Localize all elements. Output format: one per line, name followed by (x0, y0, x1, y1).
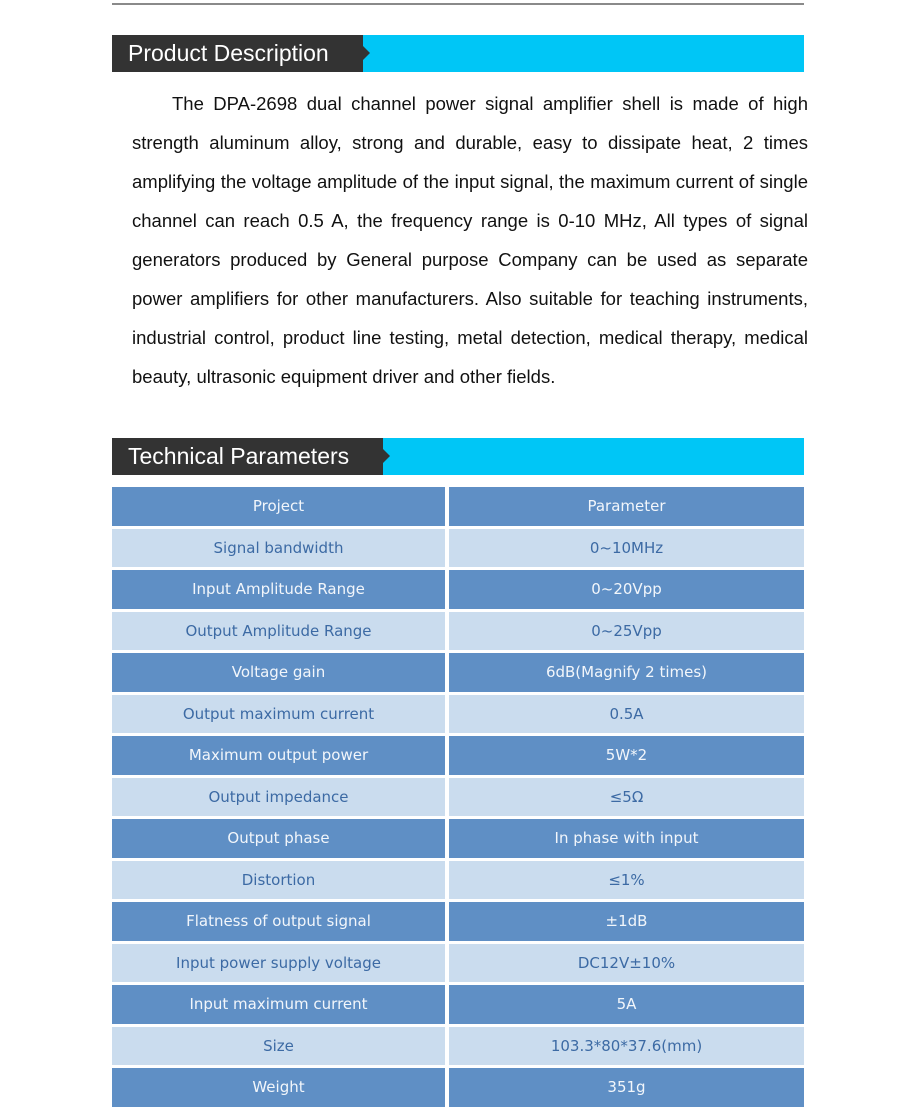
project-cell: Output maximum current (112, 695, 445, 734)
technical-parameters-banner (112, 438, 804, 475)
table-row (112, 1027, 804, 1066)
project-cell: Input maximum current (112, 985, 445, 1024)
table-row (112, 985, 804, 1024)
project-cell: Signal bandwidth (112, 529, 445, 568)
table-header-row (112, 487, 804, 526)
project-cell: Input power supply voltage (112, 944, 445, 983)
table-row (112, 819, 804, 858)
section-title: Product Description (112, 35, 363, 72)
parameter-cell: ±1dB (449, 902, 804, 941)
project-cell: Output Amplitude Range (112, 612, 445, 651)
parameter-cell: 5A (449, 985, 804, 1024)
table-row (112, 736, 804, 775)
table-row (112, 902, 804, 941)
parameter-cell: 0~10MHz (449, 529, 804, 568)
table-row (112, 653, 804, 692)
project-cell: Distortion (112, 861, 445, 900)
parameter-cell: 0~20Vpp (449, 570, 804, 609)
parameter-cell: ≤1% (449, 861, 804, 900)
project-cell: Voltage gain (112, 653, 445, 692)
parameter-cell: DC12V±10% (449, 944, 804, 983)
project-cell: Size (112, 1027, 445, 1066)
project-cell: Input Amplitude Range (112, 570, 445, 609)
table-row (112, 861, 804, 900)
parameter-cell: Parameter (449, 487, 804, 526)
table-row (112, 529, 804, 568)
parameter-cell: ≤5Ω (449, 778, 804, 817)
project-cell: Project (112, 487, 445, 526)
project-cell: Output impedance (112, 778, 445, 817)
parameters-table (108, 484, 808, 1110)
table-row (112, 695, 804, 734)
project-cell: Maximum output power (112, 736, 445, 775)
product-description-banner (112, 35, 804, 72)
product-description-text: The DPA-2698 dual channel power signal amplifier shell is made of high strength aluminum alloy, strong and durable, easy to dissipate heat, 2 times amplifying the voltage amplitude of the input signal, the maximum current of single channel can reach 0.5 A, the frequency range is 0-10 MHz, All types of signal generators produced by General purpose Company can be used as separate power amplifiers for other manufacturers. Also suitable for teaching instruments, industrial control, product line testing, metal detection, medical therapy, medical beauty, ultrasonic equipment driver and other fields. (132, 93, 808, 387)
parameter-cell: 6dB(Magnify 2 times) (449, 653, 804, 692)
parameter-cell: In phase with input (449, 819, 804, 858)
parameter-cell: 5W*2 (449, 736, 804, 775)
table-row (112, 570, 804, 609)
parameter-cell: 103.3*80*37.6(mm) (449, 1027, 804, 1066)
table-row (112, 612, 804, 651)
parameter-cell: 0~25Vpp (449, 612, 804, 651)
project-cell: Flatness of output signal (112, 902, 445, 941)
section-title: Technical Parameters (112, 438, 383, 475)
parameter-cell: 351g (449, 1068, 804, 1107)
table-row (112, 778, 804, 817)
table-row (112, 1068, 804, 1107)
table-row (112, 944, 804, 983)
top-divider (112, 3, 804, 5)
project-cell: Weight (112, 1068, 445, 1107)
parameter-cell: 0.5A (449, 695, 804, 734)
project-cell: Output phase (112, 819, 445, 858)
